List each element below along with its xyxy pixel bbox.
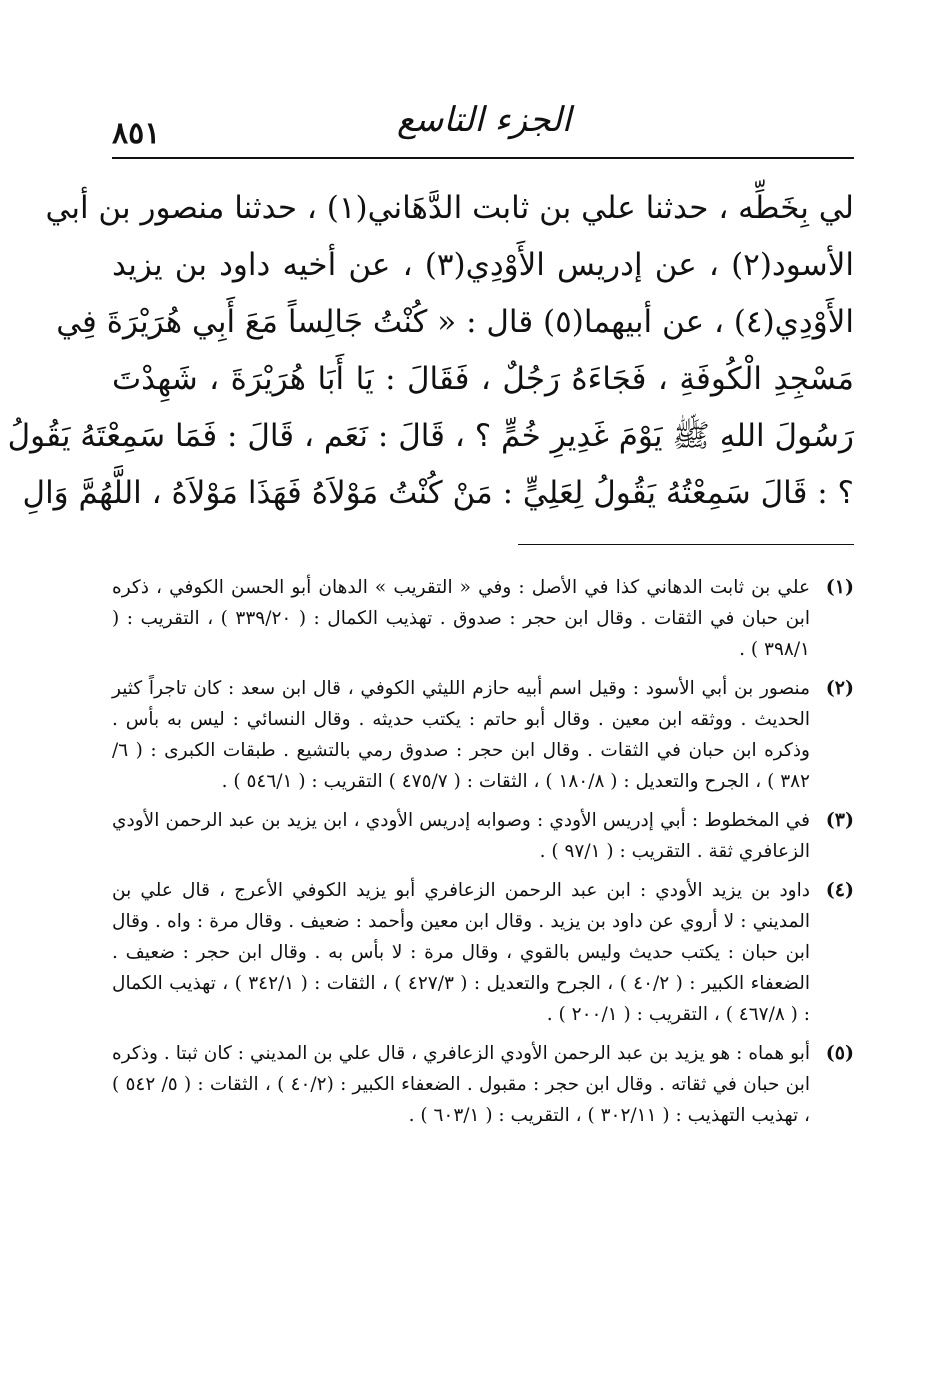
footnote-3 — [112, 805, 854, 867]
page-header — [112, 100, 854, 160]
main-text-line: الأَوْدِي(٤) ، عن أبيهما(٥) قال : « كُنْتُ جَالِساً مَعَ أَبِي هُرَيْرَةَ فِي — [56, 304, 854, 340]
main-text — [7, 180, 855, 522]
running-title: الجزء التاسع — [396, 100, 572, 140]
footnote-5 — [112, 1038, 854, 1131]
footnote-text: منصور بن أبي الأسود : وقيل اسم أبيه حازم الليثي الكوفي ، قال ابن سعد : كان تاجراً كثير الحديث . ووثقه ابن معين . وقال أبو حاتم : يكتب حديثه . وقال النسائي : ليس به بأس . وذكره ابن حبان في الثقات . وقال ابن حجر : صدوق رمي بالتشيع . طبقات الكبرى : ( ٦/ ٣٨٢ ) ، الجرح والتعديل : ( ١٨٠/٨ ) ، الثقات : ( ٤٧٥/٧ ) التقريب : ( ٥٤٦/١ ) . — [112, 678, 810, 792]
page-number: ٨٥١ — [112, 116, 161, 151]
footnote-text: أبو هماه : هو يزيد بن عبد الرحمن الأودي الزعافري ، قال علي بن المديني : كان ثبتا . وذكره ابن حبان في ثقاته . وقال ابن حجر : مقبول . الضعفاء الكبير : (٤٠/٢ ) ، الثقات : ( ٥/ ٥٤٢ ) ، تهذيب التهذيب : ( ٣٠٢/١١ ) ، التقريب : ( ٦٠٣/١ ) . — [112, 1043, 810, 1126]
header-divider — [112, 157, 854, 159]
footnote-number: (٤) — [825, 879, 854, 901]
footnote-text: علي بن ثابت الدهاني كذا في الأصل : وفي « التقريب » الدهان أبو الحسن الكوفي ، ذكره ابن حبان في الثقات . وقال ابن حجر : صدوق . تهذيب الكمال : ( ٣٣٩/٢٠ ) ، التقريب : ( ٣٩٨/١ ) . — [112, 577, 810, 660]
footnote-number: (٢) — [825, 677, 854, 699]
main-text-line: رَسُولَ اللهِ ﷺ يَوْمَ غَدِيرِ خُمٍّ ؟ ، قَالَ : نَعَم ، قَالَ : فَمَا سَمِعْتَهُ يَقُولُ — [7, 418, 854, 454]
footnote-number: (٥) — [825, 1042, 854, 1064]
footnote-divider — [518, 544, 854, 545]
footnotes — [112, 572, 854, 1139]
main-text-line: الأسود(٢) ، عن إدريس الأَوْدِي(٣) ، عن أخيه داود بن يزيد — [112, 247, 855, 283]
footnote-2 — [112, 673, 854, 797]
footnote-4 — [112, 875, 854, 1030]
footnote-number: (١) — [825, 576, 854, 598]
main-text-line: ؟ : قَالَ سَمِعْتُهُ يَقُولُ لِعَلِيٍّ : مَنْ كُنْتُ مَوْلاَهُ فَهَذَا مَوْلاَهُ ، اللَّهُمَّ وَالِ — [22, 475, 854, 511]
footnote-number: (٣) — [825, 809, 854, 831]
footnote-1 — [112, 572, 854, 665]
footnote-text: في المخطوط : أبي إدريس الأودي : وصوابه إدريس الأودي ، ابن يزيد بن عبد الرحمن الأودي الزعافري ثقة . التقريب : ( ٩٧/١ ) . — [112, 810, 810, 862]
main-text-line: مَسْجِدِ الْكُوفَةِ ، فَجَاءَهُ رَجُلٌ ، فَقَالَ : يَا أَبَا هُرَيْرَةَ ، شَهِدْتَ — [112, 361, 854, 397]
main-text-line: لي بِخَطِّه ، حدثنا علي بن ثابت الدَّهَاني(١) ، حدثنا منصور بن أبي — [45, 190, 854, 226]
footnote-text: داود بن يزيد الأودي : ابن عبد الرحمن الزعافري أبو يزيد الكوفي الأعرج ، قال علي بن المديني : لا أروي عن داود بن يزيد . وقال ابن معين وأحمد : ضعيف . وقال مرة : واه . وقال ابن حبان : يكتب حديث وليس بالقوي ، وقال مرة : لا بأس به . وقال ابن حجر : ضعيف . الضعفاء الكبير : ( ٤٠/٢ ) ، الجرح والتعديل : ( ٤٢٧/٣ ) ، الثقات : ( ٣٤٢/١ ) ، تهذيب الكمال : ( ٤٦٧/٨ ) ، التقريب : ( ٢٠٠/١ ) . — [112, 880, 811, 1025]
